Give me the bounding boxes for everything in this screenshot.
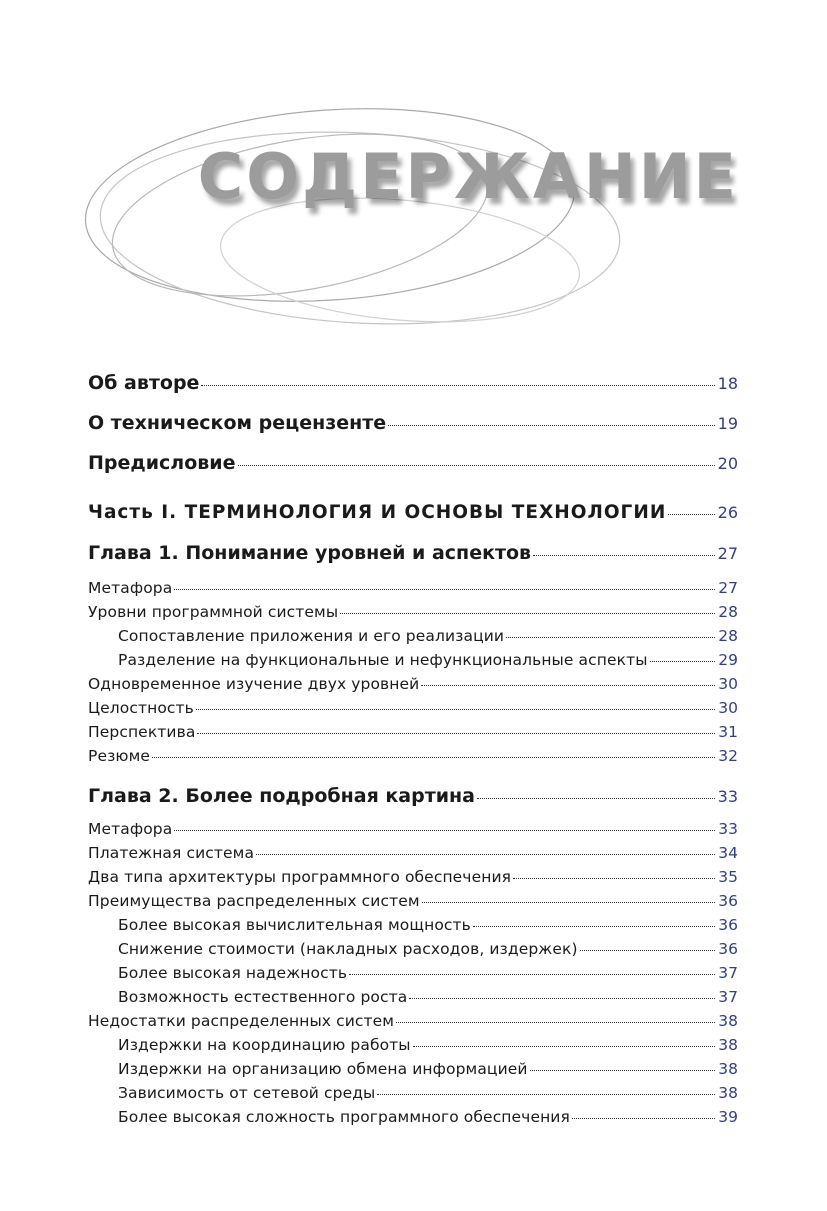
dot-leader xyxy=(473,925,715,927)
toc-entry-title: Платежная система xyxy=(88,844,255,862)
dot-leader xyxy=(413,1045,716,1047)
toc-entry[interactable] xyxy=(88,985,738,1009)
dot-leader xyxy=(513,877,715,879)
part-list xyxy=(88,502,738,523)
dot-leader xyxy=(650,660,716,662)
dot-leader xyxy=(422,901,716,903)
dot-leader xyxy=(409,997,715,999)
dot-leader xyxy=(580,949,716,951)
toc-entry-title: Издержки на координацию работы xyxy=(118,1036,411,1054)
toc-page-number: 30 xyxy=(718,699,738,717)
toc-page-number: 36 xyxy=(718,916,738,934)
toc-page-number: 28 xyxy=(718,603,738,621)
toc-entry[interactable] xyxy=(88,696,738,720)
front-matter-list xyxy=(88,372,738,492)
toc-page-number: 38 xyxy=(718,1012,738,1030)
toc-entry-title: Глава 1. Понимание уровней и аспектов xyxy=(88,542,532,564)
dot-leader xyxy=(388,424,714,426)
toc-entry-title: Одновременное изучение двух уровней xyxy=(88,675,420,693)
toc-page-number: 18 xyxy=(717,374,738,393)
toc-entry-title: Недостатки распределенных систем xyxy=(88,1012,395,1030)
toc-page-number: 33 xyxy=(717,787,738,806)
toc-entry-title: Два типа архитектуры программного обеспечения xyxy=(88,868,512,886)
toc-entry-title: Метафора xyxy=(88,579,173,597)
toc-page-number: 38 xyxy=(718,1084,738,1102)
toc-entry-title: Более высокая вычислительная мощность xyxy=(118,916,471,934)
dot-leader xyxy=(349,973,715,975)
toc-entry[interactable] xyxy=(88,624,738,648)
toc-entry-title: Уровни программной системы xyxy=(88,603,339,621)
toc-page-number: 26 xyxy=(717,503,738,522)
dot-leader xyxy=(421,684,715,686)
toc-entry-title: Преимущества распределенных систем xyxy=(88,892,420,910)
chapter-2-list xyxy=(88,785,738,1129)
toc-entry[interactable] xyxy=(88,744,738,768)
toc-entry[interactable] xyxy=(88,937,738,961)
toc-entry-title: Об авторе xyxy=(88,372,200,394)
dot-leader xyxy=(197,732,715,734)
dot-leader xyxy=(477,797,715,799)
toc-page-number: 36 xyxy=(718,892,738,910)
toc-page-number: 37 xyxy=(718,988,738,1006)
toc-entry[interactable] xyxy=(88,412,738,452)
dot-leader xyxy=(377,1093,715,1095)
dot-leader xyxy=(174,829,715,831)
toc-entry[interactable] xyxy=(88,913,738,937)
toc-page-number: 29 xyxy=(718,651,738,669)
dot-leader xyxy=(533,554,715,556)
toc-entry[interactable] xyxy=(88,1105,738,1129)
toc-page-number: 33 xyxy=(718,820,738,838)
chapter-1-list xyxy=(88,542,738,768)
toc-entry[interactable] xyxy=(88,372,738,412)
toc-entry[interactable] xyxy=(88,865,738,889)
toc-entry-title: Сопоставление приложения и его реализации xyxy=(118,627,505,645)
toc-entry[interactable] xyxy=(88,1009,738,1033)
toc-page-number: 36 xyxy=(718,940,738,958)
dot-leader xyxy=(668,513,714,515)
toc-entry-title: Зависимость от сетевой среды xyxy=(118,1084,376,1102)
toc-entry-title: Более высокая сложность программного обеспечения xyxy=(118,1108,570,1126)
toc-entry[interactable] xyxy=(88,1081,738,1105)
toc-page-number: 35 xyxy=(718,868,738,886)
dot-leader xyxy=(196,708,715,710)
toc-entry-title: Возможность естественного роста xyxy=(118,988,408,1006)
toc-entry-title: Разделение на функциональные и нефункциональные аспекты xyxy=(118,651,648,669)
dot-leader xyxy=(396,1021,715,1023)
toc-chapter-entry[interactable] xyxy=(88,785,738,817)
dot-leader xyxy=(530,1069,716,1071)
toc-entry[interactable] xyxy=(88,600,738,624)
toc-part-entry[interactable] xyxy=(88,502,738,523)
toc-entry[interactable] xyxy=(88,841,738,865)
toc-page-number: 32 xyxy=(718,747,738,765)
dot-leader xyxy=(572,1117,715,1119)
toc-entry-title: Резюме xyxy=(88,747,151,765)
toc-page-number: 27 xyxy=(718,579,738,597)
toc-entry-title: Глава 2. Более подробная картина xyxy=(88,785,475,807)
toc-page-number: 19 xyxy=(717,414,738,433)
dot-leader xyxy=(506,636,715,638)
toc-entry-title: Часть I. ТЕРМИНОЛОГИЯ И ОСНОВЫ ТЕХНОЛОГИИ xyxy=(88,502,667,523)
page-title: СОДЕРЖАНИЕ xyxy=(197,140,739,213)
dot-leader xyxy=(152,756,715,758)
toc-page-number: 34 xyxy=(718,844,738,862)
toc-entry-title: Перспектива xyxy=(88,723,196,741)
toc-entry[interactable] xyxy=(88,672,738,696)
toc-entry[interactable] xyxy=(88,576,738,600)
toc-entry[interactable] xyxy=(88,720,738,744)
toc-page-number: 27 xyxy=(717,544,738,563)
dot-leader xyxy=(238,464,715,466)
toc-page-number: 28 xyxy=(718,627,738,645)
dot-leader xyxy=(340,612,715,614)
toc-entry[interactable] xyxy=(88,648,738,672)
toc-entry-title: Метафора xyxy=(88,820,173,838)
toc-entry[interactable] xyxy=(88,1033,738,1057)
toc-page-number: 38 xyxy=(718,1060,738,1078)
toc-entry-title: Снижение стоимости (накладных расходов, издержек) xyxy=(118,940,578,958)
toc-page-number: 38 xyxy=(718,1036,738,1054)
toc-page-number: 37 xyxy=(718,964,738,982)
toc-page-number: 20 xyxy=(717,454,738,473)
toc-entry-title: Более высокая надежность xyxy=(118,964,348,982)
toc-entry[interactable] xyxy=(88,961,738,985)
dot-leader xyxy=(174,588,715,590)
toc-page-number: 39 xyxy=(718,1108,738,1126)
toc-entry-title: Издержки на организацию обмена информацией xyxy=(118,1060,528,1078)
toc-entry[interactable] xyxy=(88,1057,738,1081)
toc-entry-title: Целостность xyxy=(88,699,194,717)
toc-entry-title: О техническом рецензенте xyxy=(88,412,387,434)
dot-leader xyxy=(256,853,715,855)
dot-leader xyxy=(201,384,714,386)
toc-entry[interactable] xyxy=(88,889,738,913)
toc-entry[interactable] xyxy=(88,452,738,492)
toc-page-number: 30 xyxy=(718,675,738,693)
toc-entry-title: Предисловие xyxy=(88,452,236,474)
toc-page-number: 31 xyxy=(718,723,738,741)
toc-chapter-entry[interactable] xyxy=(88,542,738,576)
toc-entry[interactable] xyxy=(88,817,738,841)
